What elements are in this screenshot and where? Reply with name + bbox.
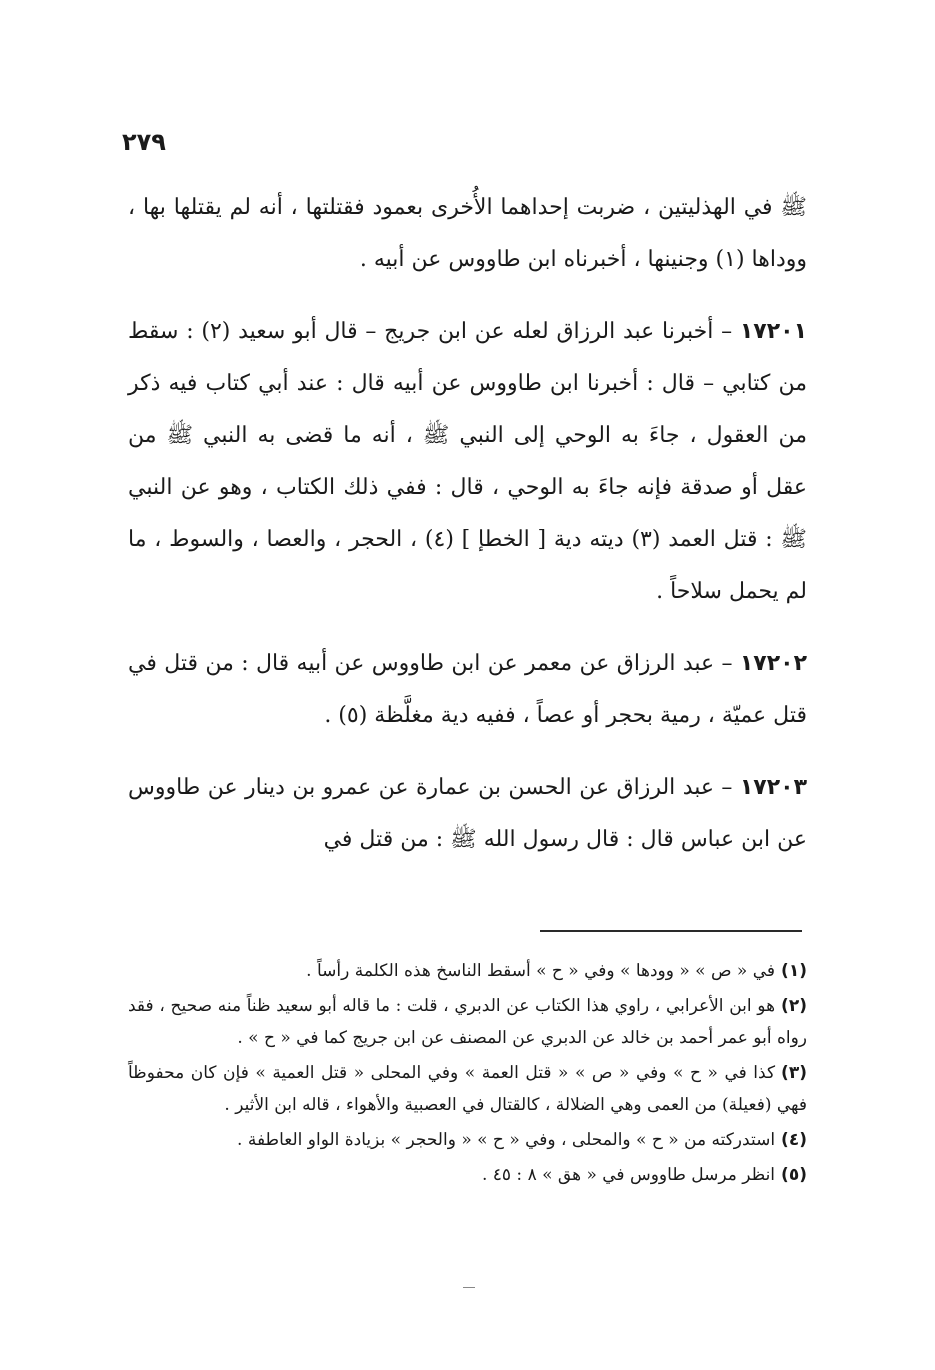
hadith-number: ١٧٢٠٢ [739, 651, 807, 676]
paragraph-text: ﷺ في الهذليتين ، ضربت إحداهما الأُخرى بعمود فقتلتها ، أنه لم يقتلها بها ، ووداها (١) وجنينها ، أخبرناه ابن طاووس عن أبيه . [128, 195, 807, 272]
footnote-text: استدركته من « ح » والمحلى ، وفي « ح » « والحجر » بزيادة الواو العاطفة . [237, 1130, 776, 1150]
bottom-margin-mark [463, 1287, 475, 1288]
footnote-text: في « ص » « وودها » وفي « ح » أسقط الناسخ هذه الكلمة رأساً . [306, 961, 776, 981]
paragraph-continuation [128, 182, 807, 286]
footnote-number: (٣) [781, 1063, 807, 1083]
footnote [128, 1159, 807, 1191]
footnote [128, 955, 807, 987]
footnote-divider [540, 930, 802, 932]
hadith-paragraph [128, 762, 807, 866]
footnote-text: كذا في « ح » وفي « ص » « قتل العمة » وفي المحلى « قتل العمية » فإن كان محفوظاً فهي (فعيلة) من العمى وهي الضلالة ، كالقتال في العصبية والأهواء ، قاله ابن الأثير . [128, 1063, 807, 1115]
footnote [128, 990, 807, 1054]
footnote-number: (٤) [781, 1130, 807, 1150]
paragraph-text: – أخبرنا عبد الرزاق لعله عن ابن جريج – قال أبو سعيد (٢) : سقط من كتابي – قال : أخبرنا ابن طاووس عن أبيه قال : عند أبي كتاب فيه ذكر من العقول ، جاءَ به الوحي إلى النبي ﷺ ، أنه ما قضى به النبي ﷺ من عقل أو صدقة فإنه جاءَ به الوحي ، قال : ففي ذلك الكتاب ، وهو عن النبي ﷺ : قتل العمد (٣) ديته دية [ الخطإ ] (٤) ، الحجر ، والعصا ، والسوط ، ما لم يحمل سلاحاً . [128, 319, 807, 604]
footnote-text: انظر مرسل طاووس في « هق » ٨ : ٤٥ . [481, 1165, 776, 1185]
hadith-paragraph [128, 306, 807, 618]
footnote [128, 1124, 807, 1156]
footnote-number: (٥) [781, 1165, 807, 1185]
footnotes [128, 955, 807, 1194]
hadith-paragraph [128, 638, 807, 742]
hadith-number: ١٧٢٠١ [739, 319, 808, 344]
page-number: ٢٧٩ [122, 128, 166, 156]
main-text [128, 182, 807, 886]
footnote-number: (٢) [781, 996, 807, 1016]
footnote-text: هو ابن الأعرابي ، راوي هذا الكتاب عن الدبري ، قلت : ما قاله أبو سعيد ظناً منه صحيح ، فقد رواه أبو عمر أحمد بن خالد عن الدبري عن المصنف عن ابن جريج كما في « ح » . [128, 996, 807, 1048]
paragraph-text: – عبد الرزاق عن الحسن بن عمارة عن عمرو بن دينار عن طاووس عن ابن عباس قال : قال رسول الله ﷺ : من قتل في [128, 775, 807, 852]
footnote [128, 1057, 807, 1121]
paragraph-text: – عبد الرزاق عن معمر عن ابن طاووس عن أبيه قال : من قتل في قتل عميّة ، رمية بحجر أو عصاً ، ففيه دية مغلَّظة (٥) . [128, 651, 807, 728]
footnote-number: (١) [781, 961, 807, 981]
hadith-number: ١٧٢٠٣ [739, 775, 807, 800]
